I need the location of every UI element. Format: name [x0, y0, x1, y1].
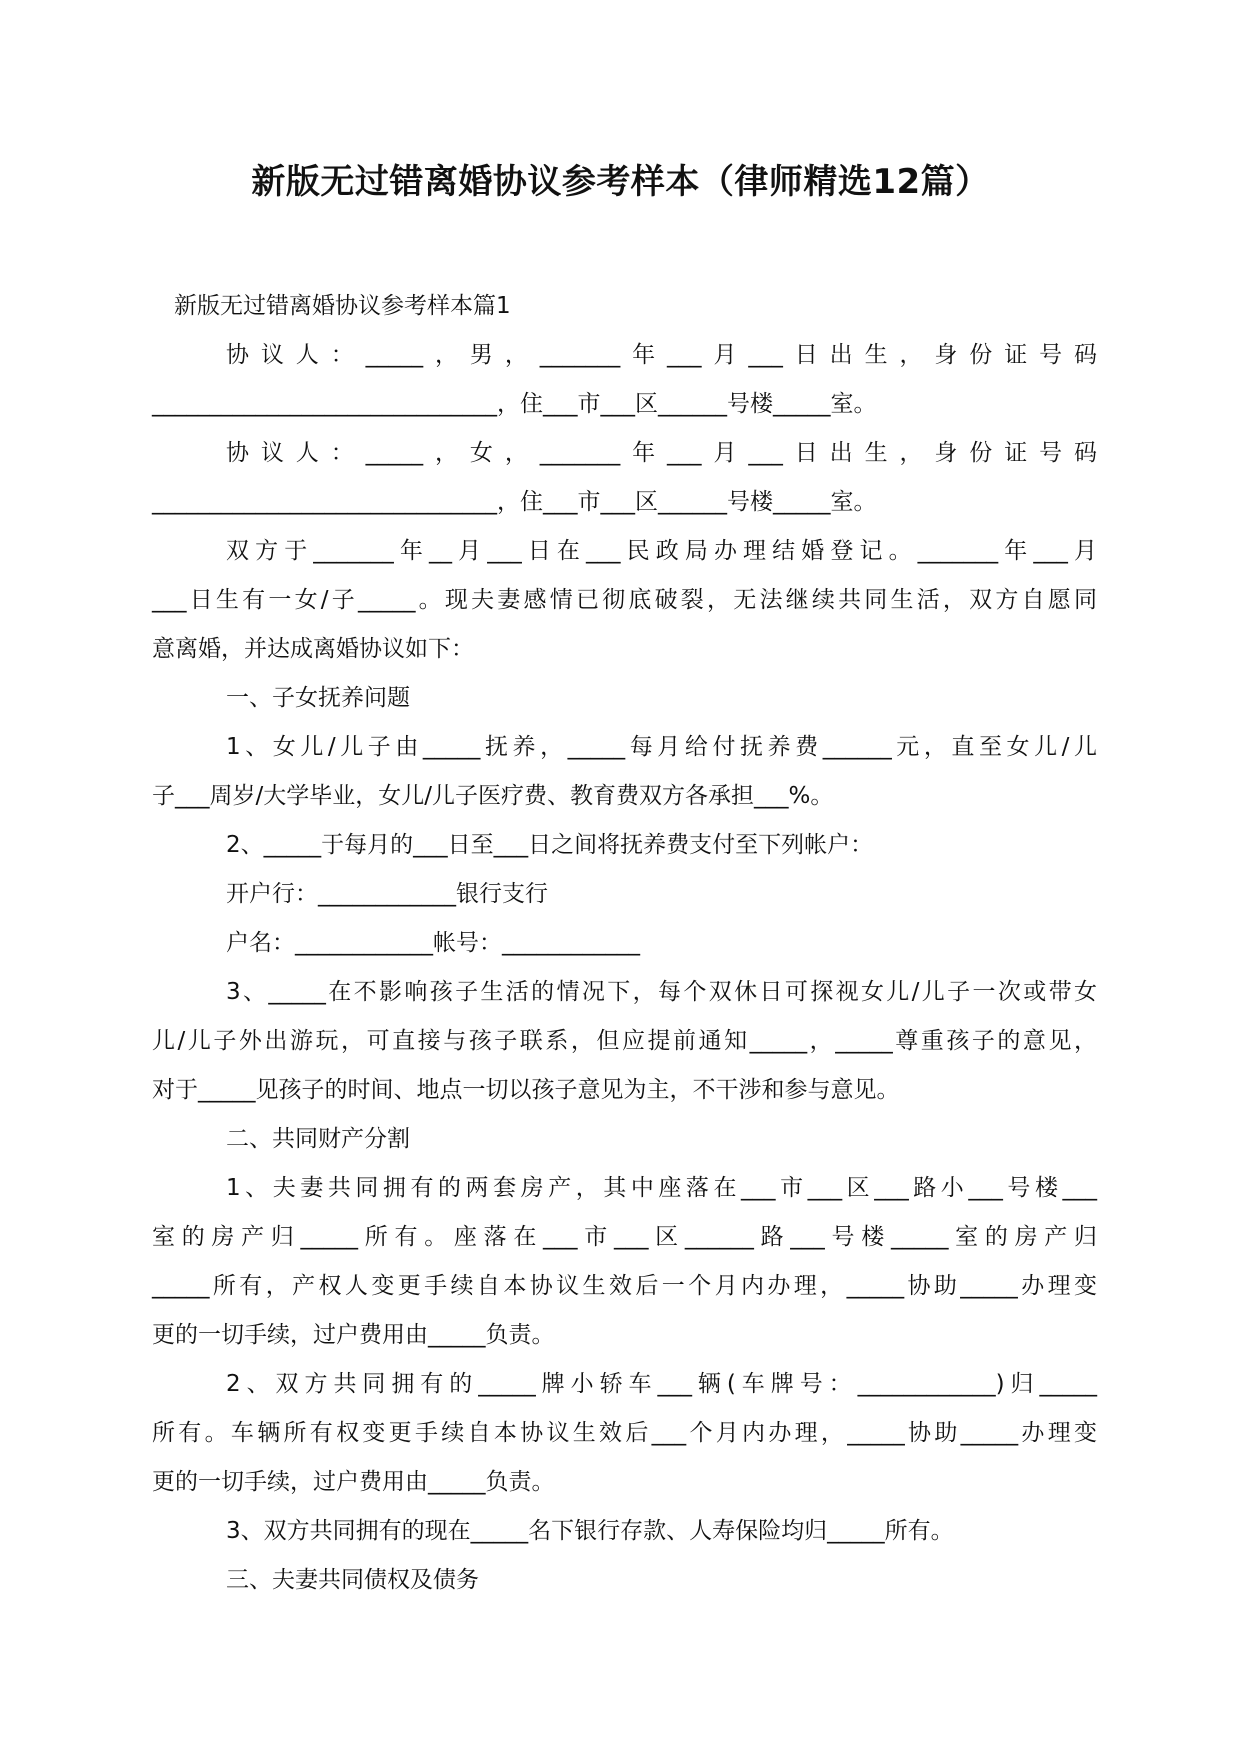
document-body [152, 282, 1097, 1605]
marriage-line-3: 意离婚，并达成离婚协议如下： [152, 636, 474, 662]
heading-child-support: 一、子女抚养问题 [226, 685, 410, 711]
property-1a: 1、夫妻共同拥有的两套房产，其中座落在___市___区___路小___号楼___ [226, 1175, 1097, 1201]
property-1d: 更的一切手续，过户费用由_____负责。 [152, 1322, 555, 1348]
address-line-male: ______________________________，住___市___区______号楼_____室。 [152, 391, 877, 417]
marriage-line-2: ___日生有一女/子_____。现夫妻感情已彻底破裂，无法继续共同生活，双方自愿同 [152, 587, 1097, 613]
property-1c: _____所有，产权人变更手续自本协议生效后一个月内办理，_____协助_____办理变 [152, 1273, 1097, 1299]
property-3: 3、双方共同拥有的现在_____名下银行存款、人寿保险均归_____所有。 [226, 1518, 954, 1544]
child-support-1b: 子___周岁/大学毕业，女儿/儿子医疗费、教育费双方各承担___%。 [152, 783, 834, 809]
heading-property: 二、共同财产分割 [226, 1126, 410, 1152]
heading-debts: 三、夫妻共同债权及债务 [226, 1567, 479, 1593]
bank-branch-line: 开户行：____________银行支行 [226, 881, 548, 907]
property-2c: 更的一切手续，过户费用由_____负责。 [152, 1469, 555, 1495]
property-2b: 所有。车辆所有权变更手续自本协议生效后___个月内办理，_____协助_____办理变 [152, 1420, 1097, 1446]
party-line-male: 协议人：_____，男，_______年___月___日出生，身份证号码 [226, 342, 1097, 368]
section-heading: 新版无过错离婚协议参考样本篇1 [174, 293, 511, 319]
visitation-line-1: 3、_____在不影响孩子生活的情况下，每个双休日可探视女儿/儿子一次或带女 [226, 979, 1097, 1005]
property-1b: 室的房产归_____所有。座落在___市___区______路___号楼_____室的房产归 [152, 1224, 1097, 1250]
visitation-line-3: 对于_____见孩子的时间、地点一切以孩子意见为主，不干涉和参与意见。 [152, 1077, 900, 1103]
property-2a: 2、双方共同拥有的_____牌小轿车___辆(车牌号：____________)归_____ [226, 1371, 1097, 1397]
child-support-2: 2、_____于每月的___日至___日之间将抚养费支付至下列帐户： [226, 832, 874, 858]
address-line-female: ______________________________，住___市___区______号楼_____室。 [152, 489, 877, 515]
account-name-line: 户名：____________帐号：____________ [226, 930, 640, 956]
visitation-line-2: 儿/儿子外出游玩，可直接与孩子联系，但应提前通知_____，_____尊重孩子的意见， [152, 1028, 1097, 1054]
party-line-female: 协议人：_____，女，_______年___月___日出生，身份证号码 [226, 440, 1097, 466]
document-title: 新版无过错离婚协议参考样本（律师精选12篇） [251, 162, 990, 202]
marriage-line-1: 双方于_______年__月___日在___民政局办理结婚登记。_______年___月 [226, 538, 1097, 564]
child-support-1a: 1、女儿/儿子由_____抚养，_____每月给付抚养费______元，直至女儿/儿 [226, 734, 1097, 760]
